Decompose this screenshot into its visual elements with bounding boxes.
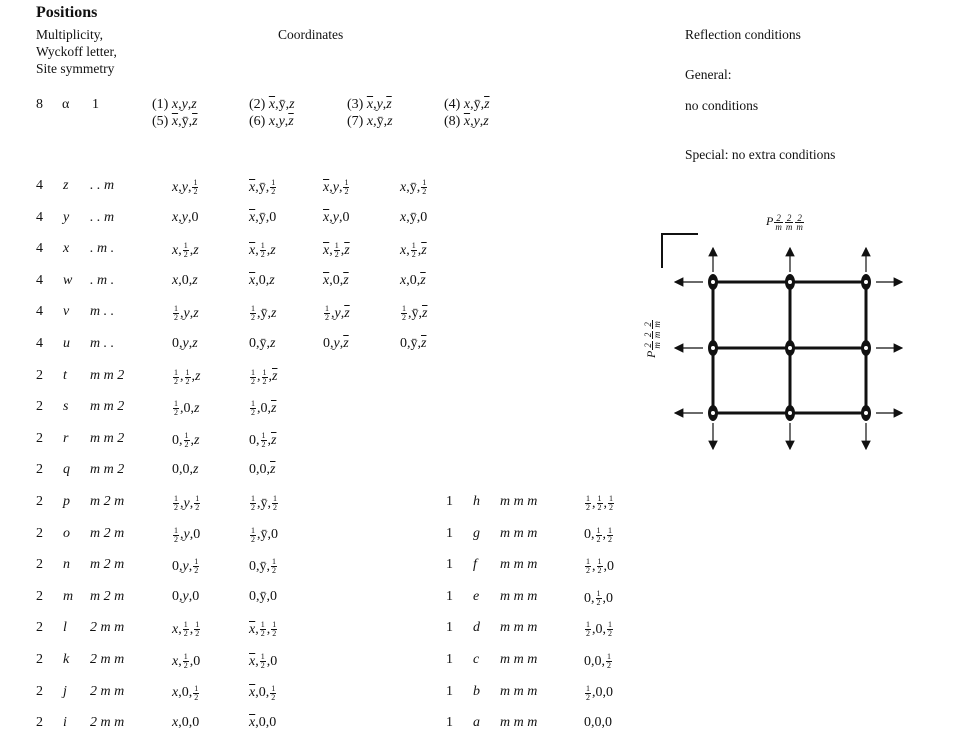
special-conditions: Special: no extra conditions [685, 147, 836, 162]
row-2p-coordinate: $\frac{1}{2}$ ,ȳ, $\frac{1}{2}$ [251, 494, 277, 512]
row-1a-coordinate: 0,0,0 [584, 715, 612, 731]
row-4y-coordinate: x,y,0 [172, 209, 199, 225]
row-1g-wyckoff-letter: g [473, 525, 480, 541]
row-2t-wyckoff-letter: t [63, 367, 67, 383]
row-2n-wyckoff-letter: n [63, 557, 70, 573]
row-2s-coordinate: $\frac{1}{2}$ $,0,\overline{z}$ [251, 399, 277, 418]
row-4z-coordinate: $\overline{x},y$, $\frac{1}{2}$ [323, 178, 349, 196]
row-2q-coordinate: 0,0,z [172, 462, 199, 478]
row-4u-site-symmetry: m . . [90, 336, 115, 351]
row-2k-coordinate: $\overline{x}$, $\frac{1}{2}$ ,0 [249, 652, 278, 670]
row-2p-wyckoff-letter: p [63, 494, 70, 509]
row-2j-coordinate: $\overline{x},0$, $\frac{1}{2}$ [249, 683, 276, 702]
row-4v-coordinate: $\frac{1}{2}$ ,y,z [174, 304, 199, 323]
row-1f-site-symmetry: m m m [500, 557, 538, 573]
row-2i-wyckoff-letter: i [63, 715, 67, 731]
origin-corner-mark [662, 234, 698, 268]
row-2j-multiplicity: 2 [36, 683, 43, 699]
row-4x-site-symmetry: . m . [90, 241, 115, 257]
row-4w-coordinate: $\overline{x},0,z$ [249, 272, 275, 288]
row-2t-coordinate: $\frac{1}{2}$ , $\frac{1}{2}$ $,\overline{z}$ [251, 367, 278, 386]
row-1f-coordinate: $\frac{1}{2}$ , $\frac{1}{2}$ ,0 [586, 557, 614, 576]
twofold-axis-symbol [861, 340, 871, 356]
row-2r-multiplicity: 2 [36, 430, 43, 446]
row-1a-wyckoff-letter: a [473, 715, 480, 731]
row-1b-coordinate: $\frac{1}{2}$ ,0,0 [586, 683, 613, 702]
general-coordinate-3: (3) $\overline{x},y,\overline{z}$ [347, 97, 392, 112]
row-4y-wyckoff-letter: y [63, 209, 70, 225]
row-2s-coordinate: $\frac{1}{2}$ ,0,z [174, 399, 200, 418]
row-2m-site-symmetry: m 2 m [90, 588, 125, 604]
general-coordinate-2: (2) $\overline{x},ȳ,z$ [249, 97, 295, 112]
row-4z-multiplicity: 4 [36, 178, 43, 193]
row-2n-multiplicity: 2 [36, 557, 43, 573]
row-2o-coordinate: $\frac{1}{2}$ ,y,0 [174, 525, 201, 544]
general-coordinate-7: (7) x,ȳ,z [347, 114, 393, 129]
diagram-graphic [648, 210, 920, 455]
row-2s-multiplicity: 2 [36, 399, 43, 415]
twofold-axis-symbol [708, 274, 718, 290]
row-2o-site-symmetry: m 2 m [90, 525, 125, 541]
coordinates-header: Coordinates [278, 27, 344, 42]
row-2l-coordinate: x, $\frac{1}{2}$ , $\frac{1}{2}$ [172, 620, 200, 639]
general-coordinate-1: (1) x,y,z [152, 97, 197, 112]
row-1d-wyckoff-letter: d [473, 620, 480, 636]
row-2p-site-symmetry: m 2 m [90, 494, 125, 509]
symmetry-diagram [643, 210, 920, 455]
row-2i-coordinate: $\overline{x},0,0$ [249, 715, 277, 731]
row-4x-multiplicity: 4 [36, 241, 43, 257]
row-4x-coordinate: $\overline{x}$, $\frac{1}{2}$ ,z [249, 241, 276, 260]
row-2m-multiplicity: 2 [36, 588, 43, 604]
row-2o-wyckoff-letter: o [63, 525, 70, 541]
row-4x-coordinate: x, $\frac{1}{2}$ ,z [172, 241, 199, 260]
row-2q-site-symmetry: m m 2 [90, 462, 125, 478]
row-1e-multiplicity: 1 [446, 588, 453, 604]
reflection-conditions-header: Reflection conditions [685, 27, 801, 42]
row-2r-wyckoff-letter: r [63, 430, 69, 446]
diagram-top-label: P $\frac{2}{m}$ $\frac{2}{m}$ $\frac{2}{m}$ [766, 213, 803, 232]
row-4v-multiplicity: 4 [36, 304, 43, 320]
row-4w-coordinate: x,0,z [172, 272, 198, 288]
general-coordinate-5: (5) $\overline{x},ȳ,\overline{z}$ [152, 114, 198, 129]
row-4w-coordinate: $x,0,\overline{z}$ [400, 272, 426, 288]
row-1g-coordinate: 0, $\frac{1}{2}$ , $\frac{1}{2}$ [584, 525, 612, 544]
general-wyckoff-letter: α [62, 97, 70, 112]
row-4x-coordinate: $\overline{x}$, $\frac{1}{2}$ $,\overline{z}$ [323, 241, 350, 260]
row-4y-coordinate: $\overline{x},ȳ,0$ [249, 209, 277, 225]
row-2p-coordinate: $\frac{1}{2}$ ,y, $\frac{1}{2}$ [174, 494, 200, 512]
row-4z-coordinate: $\overline{x},ȳ$, $\frac{1}{2}$ [249, 178, 276, 196]
row-2m-coordinate: 0,ȳ,0 [249, 588, 277, 604]
row-1a-multiplicity: 1 [446, 715, 453, 731]
row-2l-multiplicity: 2 [36, 620, 43, 636]
row-1f-wyckoff-letter: f [473, 557, 477, 573]
row-1c-wyckoff-letter: c [473, 652, 480, 667]
row-4y-multiplicity: 4 [36, 209, 43, 225]
row-2i-multiplicity: 2 [36, 715, 43, 731]
row-1h-coordinate: $\frac{1}{2}$ , $\frac{1}{2}$ , $\frac{1}{2}$ [586, 494, 613, 512]
row-4u-coordinate: $0,ȳ,\overline{z}$ [400, 336, 427, 351]
multiplicity-header: Multiplicity, [36, 27, 103, 42]
row-4z-wyckoff-letter: z [63, 178, 69, 193]
row-4u-multiplicity: 4 [36, 336, 43, 351]
row-1d-site-symmetry: m m m [500, 620, 538, 636]
row-4w-coordinate: $\overline{x},0,\overline{z}$ [323, 272, 349, 288]
row-2j-coordinate: x,0, $\frac{1}{2}$ [172, 683, 199, 702]
row-1c-multiplicity: 1 [446, 652, 453, 667]
row-2m-wyckoff-letter: m [63, 588, 74, 604]
row-2k-wyckoff-letter: k [63, 652, 70, 667]
row-4z-site-symmetry: . . m [90, 178, 115, 193]
row-2q-coordinate: $0,0,\overline{z}$ [249, 462, 276, 478]
row-2l-wyckoff-letter: l [63, 620, 67, 636]
row-2l-coordinate: $\overline{x}$, $\frac{1}{2}$ , $\frac{1}{2}$ [249, 620, 277, 639]
diagram-side-label: P 2 m 2 m 2 m [643, 321, 662, 358]
row-1b-site-symmetry: m m m [500, 683, 538, 699]
row-4z-coordinate: x,ȳ, $\frac{1}{2}$ [400, 178, 427, 196]
row-2r-coordinate: 0, $\frac{1}{2}$ $,\overline{z}$ [249, 430, 277, 449]
row-4x-coordinate: x, $\frac{1}{2}$ $,\overline{z}$ [400, 241, 427, 260]
row-4x-wyckoff-letter: x [63, 241, 70, 257]
row-4u-coordinate: $0,y,\overline{z}$ [323, 336, 349, 351]
row-1h-site-symmetry: m m m [500, 494, 538, 509]
row-1e-coordinate: 0, $\frac{1}{2}$ ,0 [584, 588, 613, 607]
row-2k-multiplicity: 2 [36, 652, 43, 667]
row-1a-site-symmetry: m m m [500, 715, 538, 731]
row-4w-multiplicity: 4 [36, 272, 43, 288]
row-1g-site-symmetry: m m m [500, 525, 538, 541]
row-2o-coordinate: $\frac{1}{2}$ ,ȳ,0 [251, 525, 278, 544]
row-4y-coordinate: $\overline{x},y,0$ [323, 209, 350, 225]
row-2o-multiplicity: 2 [36, 525, 43, 541]
twofold-axis-symbol [861, 405, 871, 421]
row-2t-multiplicity: 2 [36, 367, 43, 383]
row-2n-coordinate: 0,ȳ, $\frac{1}{2}$ [249, 557, 276, 576]
row-1b-multiplicity: 1 [446, 683, 453, 699]
twofold-axis-symbol [708, 340, 718, 356]
row-1e-site-symmetry: m m m [500, 588, 538, 604]
row-2p-multiplicity: 2 [36, 494, 43, 509]
row-4v-wyckoff-letter: v [63, 304, 70, 320]
row-4u-wyckoff-letter: u [63, 336, 70, 351]
row-4y-site-symmetry: . . m [90, 209, 115, 225]
general-site-symmetry: 1 [92, 97, 99, 112]
row-2q-wyckoff-letter: q [63, 462, 70, 478]
section-title: Positions [36, 4, 98, 21]
row-1c-coordinate: 0,0, $\frac{1}{2}$ [584, 652, 611, 670]
row-1g-multiplicity: 1 [446, 525, 453, 541]
row-2k-coordinate: x, $\frac{1}{2}$ ,0 [172, 652, 201, 670]
twofold-axis-symbol [861, 274, 871, 290]
row-4w-site-symmetry: . m . [90, 272, 115, 288]
row-4v-coordinate: $\frac{1}{2}$ $,y,\overline{z}$ [325, 304, 350, 323]
wyckoff-header: Wyckoff letter, [36, 44, 117, 59]
row-1d-coordinate: $\frac{1}{2}$ ,0, $\frac{1}{2}$ [586, 620, 612, 639]
twofold-axis-symbol [785, 274, 795, 290]
row-1c-site-symmetry: m m m [500, 652, 538, 667]
row-4z-coordinate: x,y, $\frac{1}{2}$ [172, 178, 198, 196]
site-symmetry-header: Site symmetry [36, 61, 115, 76]
general-coordinate-8: (8) $\overline{x},y,z$ [444, 114, 489, 129]
row-1f-multiplicity: 1 [446, 557, 453, 573]
row-1h-wyckoff-letter: h [473, 494, 480, 509]
row-4y-coordinate: x,ȳ,0 [400, 209, 428, 225]
row-2j-wyckoff-letter: j [63, 683, 67, 699]
row-1h-multiplicity: 1 [446, 494, 453, 509]
general-conditions-label: General: [685, 67, 732, 82]
row-2i-site-symmetry: 2 m m [90, 715, 125, 731]
twofold-axis-symbol [708, 405, 718, 421]
general-conditions-value: no conditions [685, 98, 759, 113]
row-4u-coordinate: 0,y,z [172, 336, 198, 351]
row-2n-site-symmetry: m 2 m [90, 557, 125, 573]
row-2n-coordinate: 0,y, $\frac{1}{2}$ [172, 557, 199, 576]
row-4v-coordinate: $\frac{1}{2}$ $,ȳ,\overline{z}$ [402, 304, 428, 323]
row-1b-wyckoff-letter: b [473, 683, 480, 699]
row-2t-site-symmetry: m m 2 [90, 367, 125, 383]
row-2t-coordinate: $\frac{1}{2}$ , $\frac{1}{2}$ ,z [174, 367, 201, 386]
general-coordinate-6: (6) $x,y,\overline{z}$ [249, 114, 294, 129]
row-2q-multiplicity: 2 [36, 462, 43, 478]
row-2l-site-symmetry: 2 m m [90, 620, 125, 636]
row-2r-site-symmetry: m m 2 [90, 430, 125, 446]
row-2j-site-symmetry: 2 m m [90, 683, 125, 699]
row-1d-multiplicity: 1 [446, 620, 453, 636]
row-2s-site-symmetry: m m 2 [90, 399, 125, 415]
twofold-axis-symbol [785, 405, 795, 421]
row-2k-site-symmetry: 2 m m [90, 652, 125, 667]
row-1e-wyckoff-letter: e [473, 588, 480, 604]
row-4u-coordinate: 0,ȳ,z [249, 336, 276, 351]
row-4v-coordinate: $\frac{1}{2}$ ,ȳ,z [251, 304, 277, 323]
row-4w-wyckoff-letter: w [63, 272, 73, 288]
row-2i-coordinate: x,0,0 [172, 715, 200, 731]
twofold-axis-symbol [785, 340, 795, 356]
general-coordinate-4: (4) $x,ȳ,\overline{z}$ [444, 97, 490, 112]
row-4v-site-symmetry: m . . [90, 304, 115, 320]
general-multiplicity: 8 [36, 97, 43, 112]
row-2m-coordinate: 0,y,0 [172, 588, 200, 604]
row-2s-wyckoff-letter: s [63, 399, 69, 415]
row-2r-coordinate: 0, $\frac{1}{2}$ ,z [172, 430, 200, 449]
